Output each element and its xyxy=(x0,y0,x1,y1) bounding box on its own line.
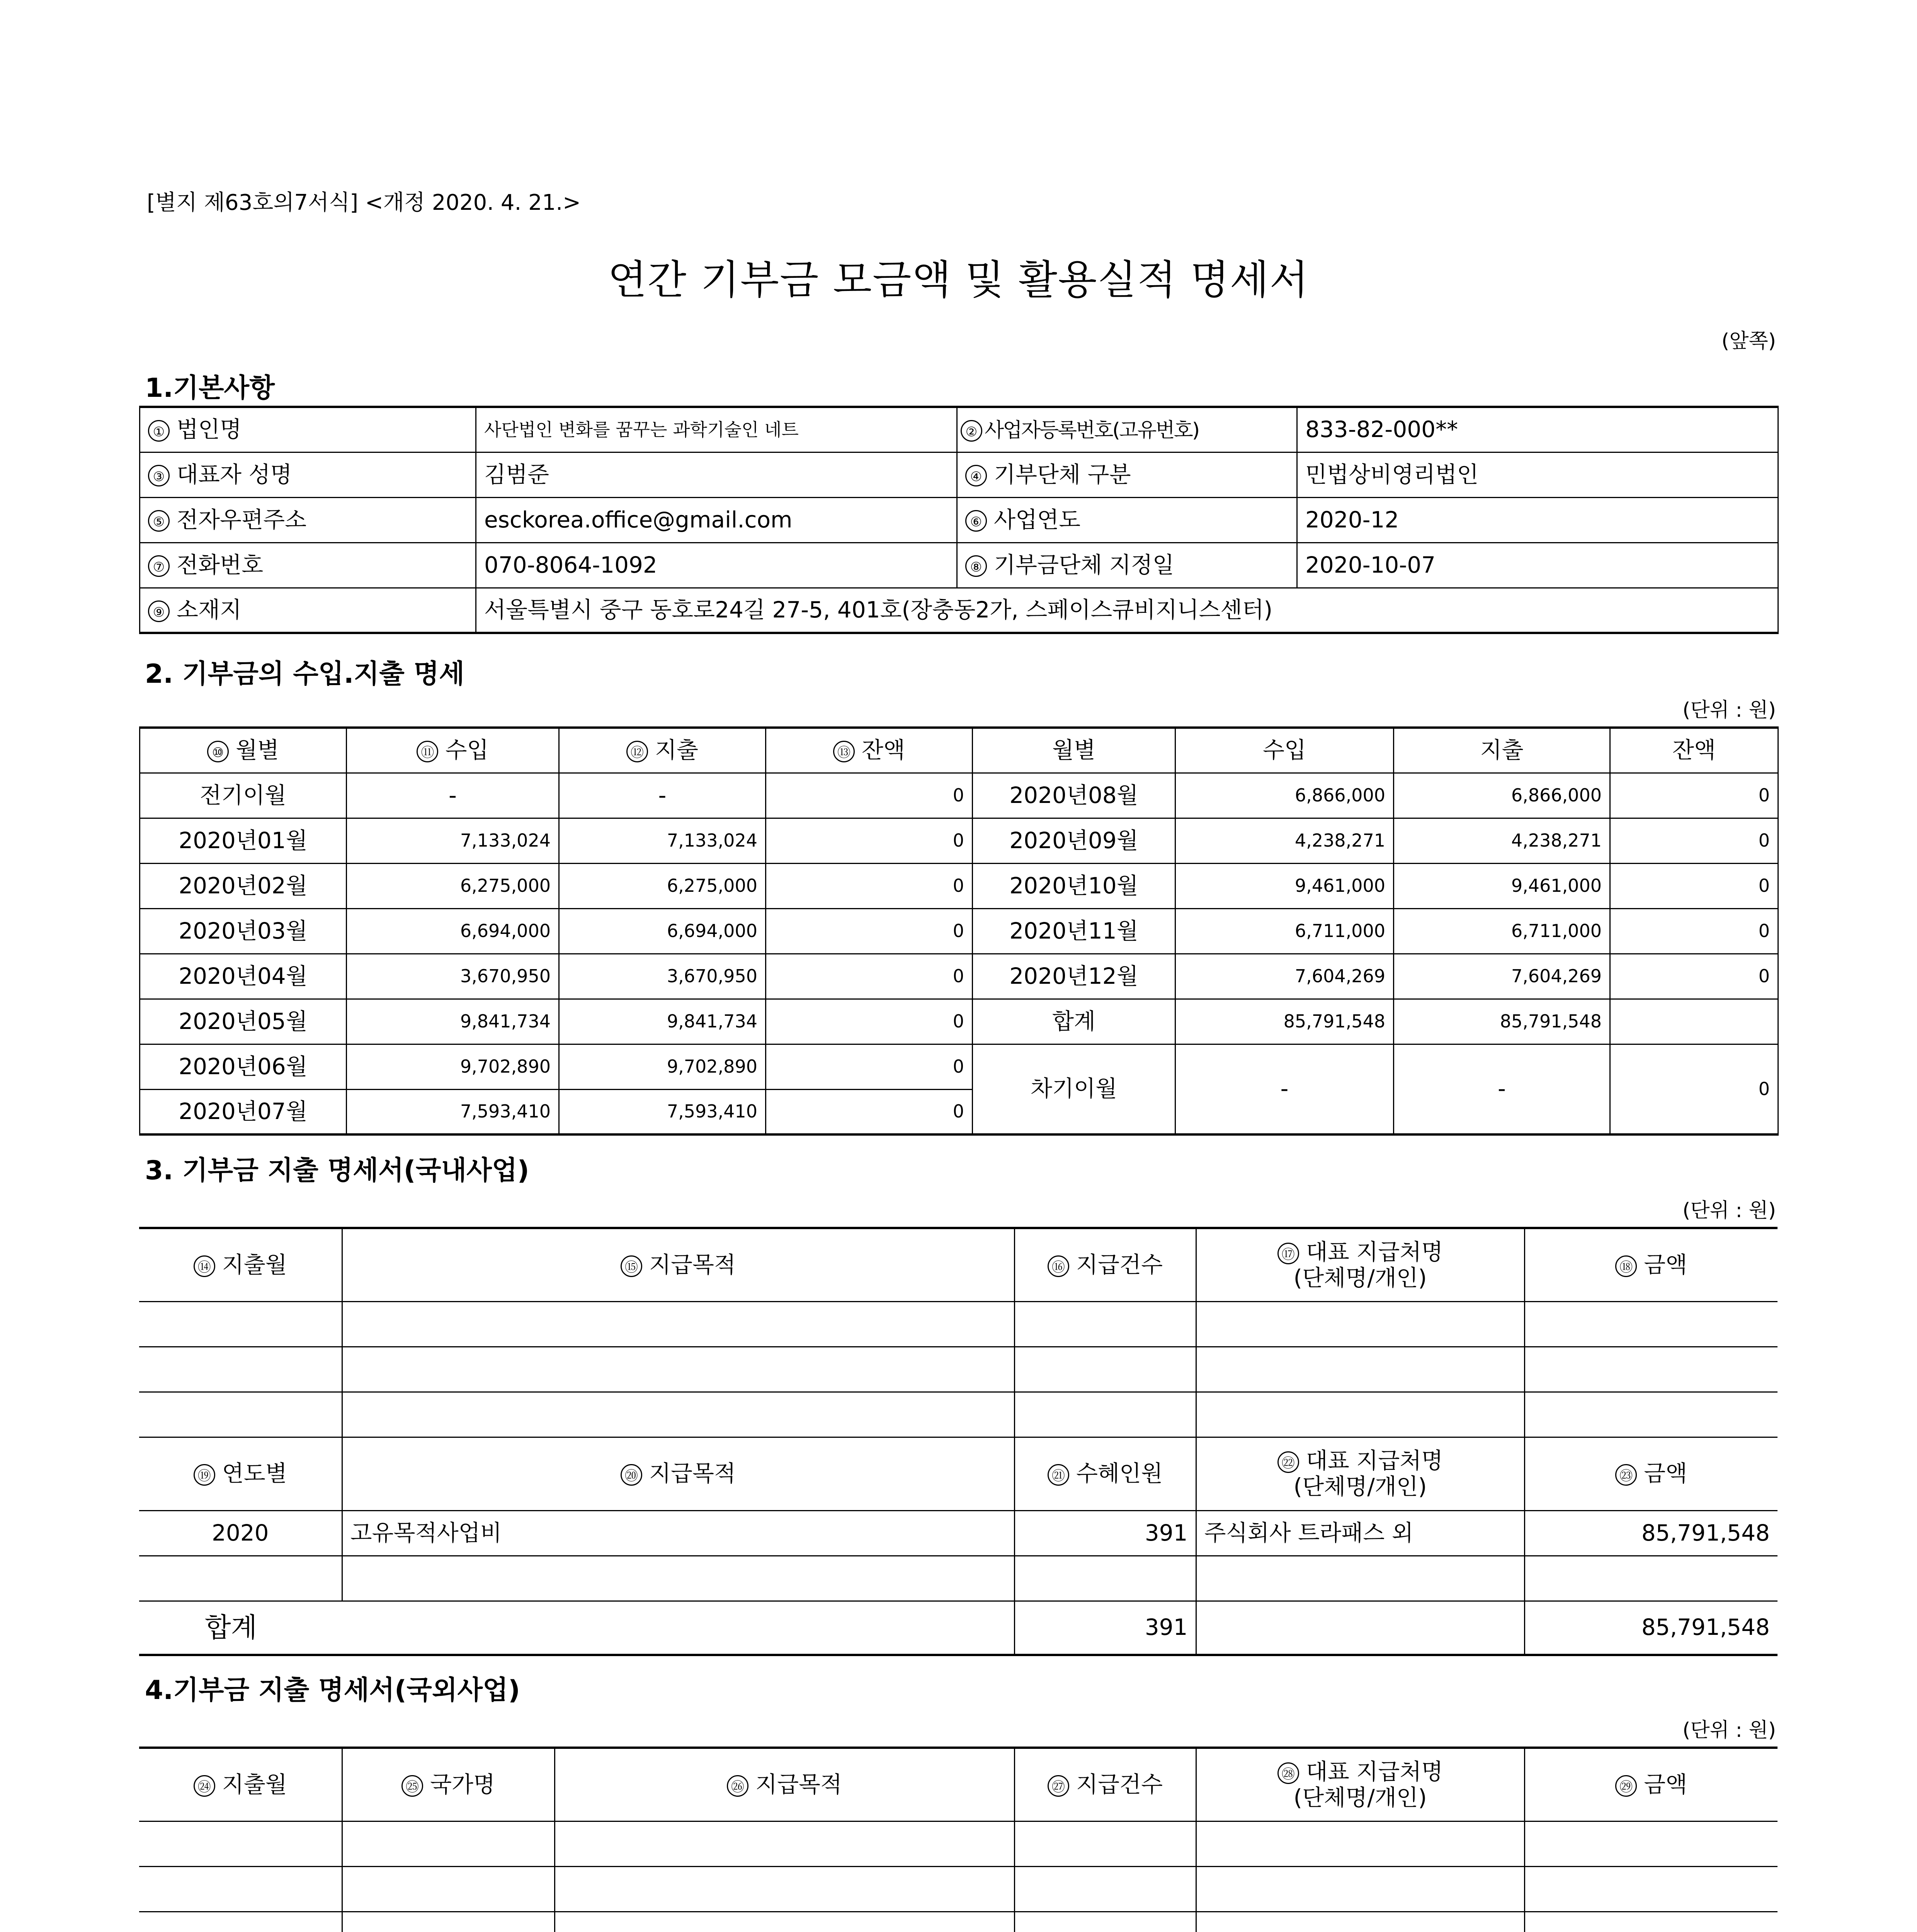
month-cell: 차기이월 xyxy=(973,1044,1175,1134)
designation-date-value: 2020-10-07 xyxy=(1297,543,1778,588)
item-number: ⑥ xyxy=(965,510,987,532)
income-cell: 4,238,271 xyxy=(1175,818,1394,863)
item-number: ⑦ xyxy=(148,555,170,577)
month-cell: 2020년04월 xyxy=(140,954,347,999)
field-label: 전화번호 xyxy=(177,551,264,578)
column-header: 지출월 xyxy=(222,1251,287,1278)
column-header: 지출 xyxy=(1394,728,1610,773)
column-header: 지급목적 xyxy=(755,1771,842,1798)
expense-cell: 7,593,410 xyxy=(559,1089,766,1134)
balance-cell: 0 xyxy=(766,863,973,908)
income-cell: - xyxy=(1175,1044,1394,1134)
table-row xyxy=(140,1044,1778,1089)
income-cell: 6,275,000 xyxy=(347,863,559,908)
column-header: 국가명 xyxy=(430,1771,495,1798)
table-row xyxy=(140,954,1778,999)
income-cell: 9,461,000 xyxy=(1175,863,1394,908)
item-number: ⑭ xyxy=(194,1255,215,1277)
field-label: 전자우편주소 xyxy=(177,506,307,533)
month-cell: 2020년10월 xyxy=(973,863,1175,908)
income-cell: 6,694,000 xyxy=(347,908,559,954)
item-number: ⑤ xyxy=(148,510,170,532)
section-1-title: 1.기본사항 xyxy=(145,373,275,403)
item-number: ㉑ xyxy=(1048,1464,1069,1486)
item-number: ② xyxy=(961,420,982,442)
page-side: (앞쪽) xyxy=(1721,330,1776,353)
year-cell: 2020 xyxy=(139,1510,342,1556)
email-value: esckorea.office@gmail.com xyxy=(476,497,957,543)
month-cell: 2020년05월 xyxy=(140,999,347,1044)
payee-cell: 주식회사 트라패스 외 xyxy=(1196,1510,1524,1556)
address-value: 서울특별시 중구 동호로24길 27-5, 401호(장충동2가, 스페이스큐비지니스센터) xyxy=(476,588,1778,633)
column-header: 지급목적 xyxy=(649,1460,736,1487)
item-number: ㉘ xyxy=(1277,1762,1299,1784)
balance-cell: 0 xyxy=(766,773,973,818)
expense-cell: - xyxy=(559,773,766,818)
item-number: ⑯ xyxy=(1048,1255,1069,1277)
section-4-title: 4.기부금 지출 명세서(국외사업) xyxy=(145,1675,520,1706)
balance-cell: 0 xyxy=(1610,954,1778,999)
expense-cell: 6,711,000 xyxy=(1394,908,1610,954)
domestic-expense-table xyxy=(139,1227,1778,1656)
item-number: ㉔ xyxy=(194,1775,215,1797)
expense-cell: 9,702,890 xyxy=(559,1044,766,1089)
month-cell: 2020년06월 xyxy=(140,1044,347,1089)
item-number: ㉒ xyxy=(1277,1451,1299,1473)
basic-info-table xyxy=(139,406,1779,634)
table-header-row xyxy=(140,728,1778,773)
item-number: ㉕ xyxy=(401,1775,423,1797)
column-header-sub: (단체명/개인) xyxy=(1293,1473,1427,1500)
month-cell: 2020년11월 xyxy=(973,908,1175,954)
table-row xyxy=(140,908,1778,954)
month-cell: 합계 xyxy=(973,999,1175,1044)
table-row xyxy=(140,773,1778,818)
table-row xyxy=(139,1392,1778,1437)
item-number: ⑬ xyxy=(833,741,855,762)
income-expense-table xyxy=(139,726,1779,1136)
column-header: 금액 xyxy=(1644,1251,1687,1278)
column-header: 대표 지급처명 xyxy=(1306,1239,1443,1265)
table-row xyxy=(139,1510,1778,1556)
field-label: 사업자등록번호(고유번호) xyxy=(985,419,1199,442)
business-number-value: 833-82-000** xyxy=(1297,407,1778,452)
balance-cell: 0 xyxy=(766,954,973,999)
column-header: 지급목적 xyxy=(649,1251,736,1278)
column-header-sub: (단체명/개인) xyxy=(1293,1784,1427,1811)
column-header: 월별 xyxy=(235,737,279,764)
income-cell: - xyxy=(347,773,559,818)
balance-cell: 0 xyxy=(1610,818,1778,863)
column-header: 잔액 xyxy=(1610,728,1778,773)
purpose-cell: 고유목적사업비 xyxy=(342,1510,1014,1556)
expense-cell: 3,670,950 xyxy=(559,954,766,999)
item-number: ㉓ xyxy=(1615,1464,1637,1486)
expense-cell: 9,841,734 xyxy=(559,999,766,1044)
item-number: ⑮ xyxy=(621,1255,642,1277)
total-row xyxy=(139,1601,1778,1655)
income-cell: 3,670,950 xyxy=(347,954,559,999)
expense-cell: 4,238,271 xyxy=(1394,818,1610,863)
total-label: 합계 xyxy=(139,1601,1014,1655)
beneficiaries-cell: 391 xyxy=(1014,1510,1196,1556)
month-cell: 2020년08월 xyxy=(973,773,1175,818)
balance-cell: 0 xyxy=(766,818,973,863)
item-number: ④ xyxy=(965,465,987,486)
document-title: 연간 기부금 모금액 및 활용실적 명세서 xyxy=(608,256,1309,303)
section-3-title: 3. 기부금 지출 명세서(국내사업) xyxy=(145,1155,529,1186)
table-header-row xyxy=(139,1748,1778,1821)
fiscal-year-value: 2020-12 xyxy=(1297,497,1778,543)
column-header: 수혜인원 xyxy=(1076,1460,1163,1487)
item-number: ⑰ xyxy=(1277,1243,1299,1264)
item-number: ㉙ xyxy=(1615,1775,1637,1797)
field-label: 대표자 성명 xyxy=(177,461,292,488)
table-row xyxy=(140,863,1778,908)
field-label: 기부단체 구분 xyxy=(994,461,1131,488)
basic-info-row xyxy=(140,543,1778,588)
table-row xyxy=(139,1912,1778,1932)
balance-cell: 0 xyxy=(1610,908,1778,954)
corp-name-value: 사단법인 변화를 꿈꾸는 과학기술인 네트 xyxy=(476,407,957,452)
income-cell: 6,866,000 xyxy=(1175,773,1394,818)
field-label: 법인명 xyxy=(177,416,242,443)
expense-cell: 6,275,000 xyxy=(559,863,766,908)
item-number: ⑩ xyxy=(207,741,229,762)
item-number: ⑲ xyxy=(194,1464,215,1486)
income-cell: 9,841,734 xyxy=(347,999,559,1044)
item-number: ㉗ xyxy=(1048,1775,1069,1797)
expense-cell: 7,604,269 xyxy=(1394,954,1610,999)
month-cell: 2020년03월 xyxy=(140,908,347,954)
income-cell: 7,133,024 xyxy=(347,818,559,863)
income-cell: 7,593,410 xyxy=(347,1089,559,1134)
basic-info-row xyxy=(140,407,1778,452)
basic-info-row xyxy=(140,452,1778,497)
item-number: ⑫ xyxy=(626,741,648,762)
column-header: 지출월 xyxy=(222,1771,287,1798)
column-header: 월별 xyxy=(973,728,1175,773)
item-number: ① xyxy=(148,420,170,442)
phone-value: 070-8064-1092 xyxy=(476,543,957,588)
expense-cell: 7,133,024 xyxy=(559,818,766,863)
balance-cell: 0 xyxy=(766,1044,973,1089)
column-header: 지출 xyxy=(655,737,699,764)
table-row xyxy=(139,1821,1778,1866)
table-row xyxy=(139,1347,1778,1392)
overseas-expense-table xyxy=(139,1747,1778,1932)
section-2-title: 2. 기부금의 수입.지출 명세 xyxy=(145,659,464,689)
balance-cell: 0 xyxy=(1610,773,1778,818)
total-count: 391 xyxy=(1014,1601,1196,1655)
table-row xyxy=(139,1301,1778,1347)
table-header-row xyxy=(139,1228,1778,1301)
income-cell: 9,702,890 xyxy=(347,1044,559,1089)
item-number: ⑧ xyxy=(965,555,987,577)
expense-cell: 9,461,000 xyxy=(1394,863,1610,908)
balance-cell: 0 xyxy=(1610,1044,1778,1134)
table-row xyxy=(139,1556,1778,1601)
item-number: ⑨ xyxy=(148,600,170,622)
balance-cell: 0 xyxy=(766,999,973,1044)
table-header-row xyxy=(139,1437,1778,1510)
column-header: 대표 지급처명 xyxy=(1306,1759,1443,1785)
column-header: 연도별 xyxy=(222,1460,287,1487)
org-type-value: 민법상비영리법인 xyxy=(1297,452,1778,497)
column-header-sub: (단체명/개인) xyxy=(1293,1264,1427,1291)
total-amount: 85,791,548 xyxy=(1524,1601,1778,1655)
item-number: ③ xyxy=(148,465,170,486)
month-cell: 전기이월 xyxy=(140,773,347,818)
column-header: 수입 xyxy=(445,737,489,764)
item-number: ㉖ xyxy=(727,1775,748,1797)
column-header: 잔액 xyxy=(861,737,905,764)
month-cell: 2020년02월 xyxy=(140,863,347,908)
income-cell: 6,711,000 xyxy=(1175,908,1394,954)
column-header: 금액 xyxy=(1644,1460,1687,1487)
column-header: 지급건수 xyxy=(1076,1251,1163,1278)
field-label: 소재지 xyxy=(177,596,242,623)
month-cell: 2020년07월 xyxy=(140,1089,347,1134)
unit-label: (단위 : 원) xyxy=(1682,1199,1776,1222)
expense-cell: 6,866,000 xyxy=(1394,773,1610,818)
amount-cell: 85,791,548 xyxy=(1524,1510,1778,1556)
expense-cell: - xyxy=(1394,1044,1610,1134)
income-cell: 7,604,269 xyxy=(1175,954,1394,999)
basic-info-row xyxy=(140,497,1778,543)
month-cell: 2020년01월 xyxy=(140,818,347,863)
unit-label: (단위 : 원) xyxy=(1682,1719,1776,1742)
month-cell: 2020년12월 xyxy=(973,954,1175,999)
balance-cell: 0 xyxy=(766,908,973,954)
income-cell: 85,791,548 xyxy=(1175,999,1394,1044)
unit-label: (단위 : 원) xyxy=(1682,699,1776,722)
table-row xyxy=(140,999,1778,1044)
field-label: 사업연도 xyxy=(994,506,1081,533)
column-header: 수입 xyxy=(1175,728,1394,773)
representative-value: 김범준 xyxy=(476,452,957,497)
column-header: 지급건수 xyxy=(1076,1771,1163,1798)
balance-cell: 0 xyxy=(1610,863,1778,908)
table-row xyxy=(140,818,1778,863)
table-row xyxy=(139,1866,1778,1912)
item-number: ⑳ xyxy=(621,1464,642,1486)
balance-cell xyxy=(1610,999,1778,1044)
item-number: ⑪ xyxy=(417,741,438,762)
month-cell: 2020년09월 xyxy=(973,818,1175,863)
expense-cell: 6,694,000 xyxy=(559,908,766,954)
form-number: [별지 제63호의7서식] <개정 2020. 4. 21.> xyxy=(147,190,581,215)
column-header: 대표 지급처명 xyxy=(1306,1447,1443,1474)
column-header: 금액 xyxy=(1644,1771,1687,1798)
expense-cell: 85,791,548 xyxy=(1394,999,1610,1044)
balance-cell: 0 xyxy=(766,1089,973,1134)
field-label: 기부금단체 지정일 xyxy=(994,551,1174,578)
basic-info-row xyxy=(140,588,1778,633)
item-number: ⑱ xyxy=(1615,1255,1637,1277)
